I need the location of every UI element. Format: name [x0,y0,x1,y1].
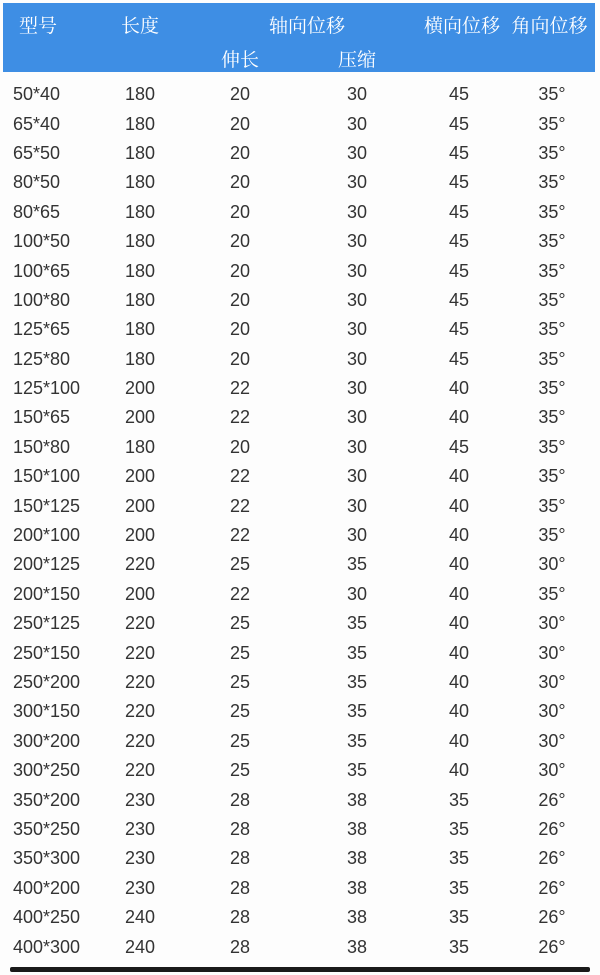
cell-model: 200*150 [13,583,81,604]
cell-model: 150*100 [13,466,81,487]
cell-lateral: 35 [448,936,470,957]
cell-angular: 35° [538,84,566,105]
cell-model: 150*125 [13,495,81,516]
cell-compression: 30 [346,495,368,516]
cell-compression: 30 [346,378,368,399]
cell-elongation: 20 [229,201,251,222]
table-row [0,727,600,756]
cell-length: 220 [124,730,156,751]
header-axial-displacement: 轴向位移 [269,15,346,37]
cell-compression: 30 [346,172,368,193]
cell-length: 180 [124,348,156,369]
cell-length: 200 [124,407,156,428]
cell-lateral: 35 [448,789,470,810]
cell-compression: 30 [346,319,368,340]
cell-model: 125*80 [13,348,71,369]
table-row [0,697,600,726]
header-elongation: 伸长 [220,50,259,71]
header-length: 长度 [120,15,159,37]
cell-length: 180 [124,142,156,163]
cell-length: 220 [124,672,156,692]
cell-lateral: 45 [448,142,470,163]
cell-model: 400*300 [13,936,81,957]
cell-lateral: 35 [448,848,470,869]
cell-lateral: 40 [448,554,470,575]
cell-elongation: 20 [229,289,251,310]
cell-compression: 30 [346,231,368,252]
cell-angular: 30° [538,642,566,663]
cell-elongation: 20 [229,113,251,134]
cell-length: 220 [124,760,156,781]
cell-model: 200*100 [13,525,81,546]
cell-compression: 35 [346,554,368,575]
cell-lateral: 40 [448,525,470,546]
cell-model: 250*150 [13,642,81,663]
cell-elongation: 28 [229,848,251,869]
table-row [0,80,600,109]
cell-lateral: 45 [448,289,470,310]
cell-angular: 26° [538,818,566,839]
cell-compression: 30 [346,407,368,428]
header-model: 型号 [19,15,58,37]
table-row [0,609,600,638]
cell-length: 180 [124,201,156,222]
cell-lateral: 40 [448,583,470,604]
cell-length: 180 [124,113,156,134]
cell-angular: 26° [538,848,566,869]
cell-length: 180 [124,172,156,193]
table-row [0,521,600,550]
table-row [0,491,600,520]
cell-angular: 35° [538,583,566,604]
cell-lateral: 45 [448,319,470,340]
table-row [0,198,600,227]
cell-angular: 35° [538,260,566,281]
cell-length: 200 [124,378,156,399]
cell-angular: 35° [538,172,566,193]
cell-lateral: 40 [448,378,470,399]
cell-angular: 26° [538,877,566,898]
cell-compression: 30 [346,113,368,134]
cell-angular: 35° [538,201,566,222]
cell-compression: 35 [346,613,368,634]
cell-angular: 35° [538,319,566,340]
cell-angular: 30° [538,760,566,781]
cell-elongation: 28 [229,818,251,839]
cell-elongation: 28 [229,907,251,928]
cell-model: 300*150 [13,701,81,722]
cell-lateral: 45 [448,84,470,105]
cell-model: 300*200 [13,730,81,751]
cell-elongation: 25 [229,760,251,781]
table-row [0,844,600,873]
table-rows [0,80,600,962]
cell-elongation: 28 [229,877,251,898]
cell-length: 220 [124,554,156,575]
cell-compression: 35 [346,760,368,781]
table-row [0,756,600,785]
cell-angular: 30° [538,701,566,722]
cell-compression: 30 [346,84,368,105]
cell-model: 350*250 [13,818,81,839]
cell-elongation: 22 [229,378,251,399]
table-row [0,256,600,285]
cell-model: 65*50 [13,142,61,163]
spec-table-header [3,3,595,72]
cell-model: 350*200 [13,789,81,810]
cell-length: 220 [124,701,156,722]
cell-angular: 35° [538,525,566,546]
cell-compression: 30 [346,260,368,281]
cell-elongation: 22 [229,407,251,428]
table-row [0,345,600,374]
header-row-sub [3,45,595,72]
cell-lateral: 35 [448,877,470,898]
cell-compression: 35 [346,701,368,722]
cell-angular: 30° [538,730,566,751]
cell-angular: 35° [538,231,566,252]
cell-elongation: 22 [229,583,251,604]
cell-elongation: 25 [229,730,251,751]
cell-lateral: 40 [448,701,470,722]
cell-compression: 38 [346,818,368,839]
cell-angular: 35° [538,378,566,399]
cell-model: 100*65 [13,260,71,281]
cell-angular: 30° [538,554,566,575]
cell-model: 250*125 [13,613,81,634]
bottom-bar [10,967,590,972]
cell-elongation: 25 [229,701,251,722]
cell-elongation: 20 [229,348,251,369]
cell-lateral: 40 [448,466,470,487]
cell-compression: 30 [346,201,368,222]
cell-model: 80*65 [13,201,61,222]
cell-model: 350*300 [13,848,81,869]
cell-compression: 35 [346,642,368,663]
table-row [0,374,600,403]
cell-lateral: 45 [448,201,470,222]
cell-elongation: 20 [229,436,251,457]
header-lateral-displacement: 横向位移 [424,15,501,37]
cell-length: 230 [124,848,156,869]
cell-elongation: 20 [229,231,251,252]
table-row [0,638,600,667]
table-row [0,815,600,844]
cell-angular: 35° [538,289,566,310]
cell-model: 300*250 [13,760,81,781]
cell-lateral: 45 [448,172,470,193]
cell-elongation: 20 [229,260,251,281]
cell-angular: 35° [538,142,566,163]
cell-compression: 38 [346,848,368,869]
cell-lateral: 40 [448,407,470,428]
cell-compression: 30 [346,142,368,163]
cell-length: 180 [124,436,156,457]
cell-length: 230 [124,789,156,810]
table-row [0,903,600,932]
cell-length: 220 [124,642,156,663]
cell-length: 180 [124,231,156,252]
cell-angular: 35° [538,466,566,487]
table-row [0,550,600,579]
table-row [0,109,600,138]
cell-elongation: 22 [229,495,251,516]
cell-compression: 30 [346,436,368,457]
cell-length: 180 [124,260,156,281]
cell-elongation: 25 [229,613,251,634]
cell-lateral: 45 [448,113,470,134]
table-row [0,315,600,344]
table-row [0,139,600,168]
header-angular-displacement: 角向位移 [511,15,588,37]
cell-length: 230 [124,877,156,898]
cell-length: 180 [124,289,156,310]
cell-lateral: 40 [448,613,470,634]
cell-compression: 38 [346,936,368,957]
cell-model: 80*50 [13,172,61,193]
cell-elongation: 22 [229,525,251,546]
table-row [0,668,600,697]
cell-angular: 35° [538,407,566,428]
cell-lateral: 45 [448,231,470,252]
cell-compression: 30 [346,466,368,487]
table-row [0,403,600,432]
cell-compression: 38 [346,877,368,898]
cell-angular: 35° [538,436,566,457]
cell-compression: 30 [346,348,368,369]
table-row [0,932,600,961]
cell-lateral: 35 [448,818,470,839]
cell-length: 200 [124,583,156,604]
cell-lateral: 45 [448,348,470,369]
cell-angular: 35° [538,495,566,516]
cell-length: 240 [124,936,156,957]
header-row-main [3,3,595,45]
cell-elongation: 20 [229,142,251,163]
cell-compression: 30 [346,289,368,310]
cell-elongation: 28 [229,789,251,810]
cell-elongation: 28 [229,936,251,957]
cell-model: 125*100 [13,378,81,399]
cell-lateral: 40 [448,760,470,781]
cell-elongation: 25 [229,642,251,663]
cell-model: 100*50 [13,231,71,252]
cell-model: 150*65 [13,407,71,428]
cell-compression: 35 [346,730,368,751]
cell-angular: 26° [538,936,566,957]
spec-table-body [0,80,600,962]
cell-compression: 35 [346,672,368,692]
table-row [0,874,600,903]
cell-model: 125*65 [13,319,71,340]
cell-length: 240 [124,907,156,928]
cell-lateral: 45 [448,436,470,457]
table-row [0,227,600,256]
cell-angular: 35° [538,113,566,134]
cell-model: 400*250 [13,907,81,928]
cell-angular: 26° [538,789,566,810]
table-row [0,286,600,315]
cell-lateral: 40 [448,672,470,692]
cell-length: 230 [124,818,156,839]
table-row [0,433,600,462]
cell-length: 200 [124,525,156,546]
cell-compression: 38 [346,907,368,928]
cell-length: 180 [124,319,156,340]
cell-compression: 38 [346,789,368,810]
cell-angular: 26° [538,907,566,928]
cell-elongation: 25 [229,554,251,575]
cell-length: 220 [124,613,156,634]
cell-compression: 30 [346,525,368,546]
cell-elongation: 20 [229,84,251,105]
cell-model: 65*40 [13,113,61,134]
cell-length: 180 [124,84,156,105]
cell-elongation: 20 [229,319,251,340]
cell-elongation: 20 [229,172,251,193]
table-row [0,580,600,609]
header-compression: 压缩 [338,50,377,71]
cell-lateral: 45 [448,260,470,281]
cell-compression: 30 [346,583,368,604]
cell-length: 200 [124,495,156,516]
cell-angular: 35° [538,348,566,369]
cell-model: 50*40 [13,84,61,105]
cell-lateral: 40 [448,642,470,663]
table-row [0,462,600,491]
page [0,3,600,975]
table-row [0,785,600,814]
cell-elongation: 22 [229,466,251,487]
cell-lateral: 35 [448,907,470,928]
cell-elongation: 25 [229,672,251,692]
cell-model: 400*200 [13,877,81,898]
cell-lateral: 40 [448,495,470,516]
cell-model: 200*125 [13,554,81,575]
cell-length: 200 [124,466,156,487]
cell-angular: 30° [538,613,566,634]
cell-model: 250*200 [13,672,81,692]
cell-model: 100*80 [13,289,71,310]
table-row [0,168,600,197]
cell-model: 150*80 [13,436,71,457]
cell-angular: 30° [538,672,566,692]
cell-lateral: 40 [448,730,470,751]
